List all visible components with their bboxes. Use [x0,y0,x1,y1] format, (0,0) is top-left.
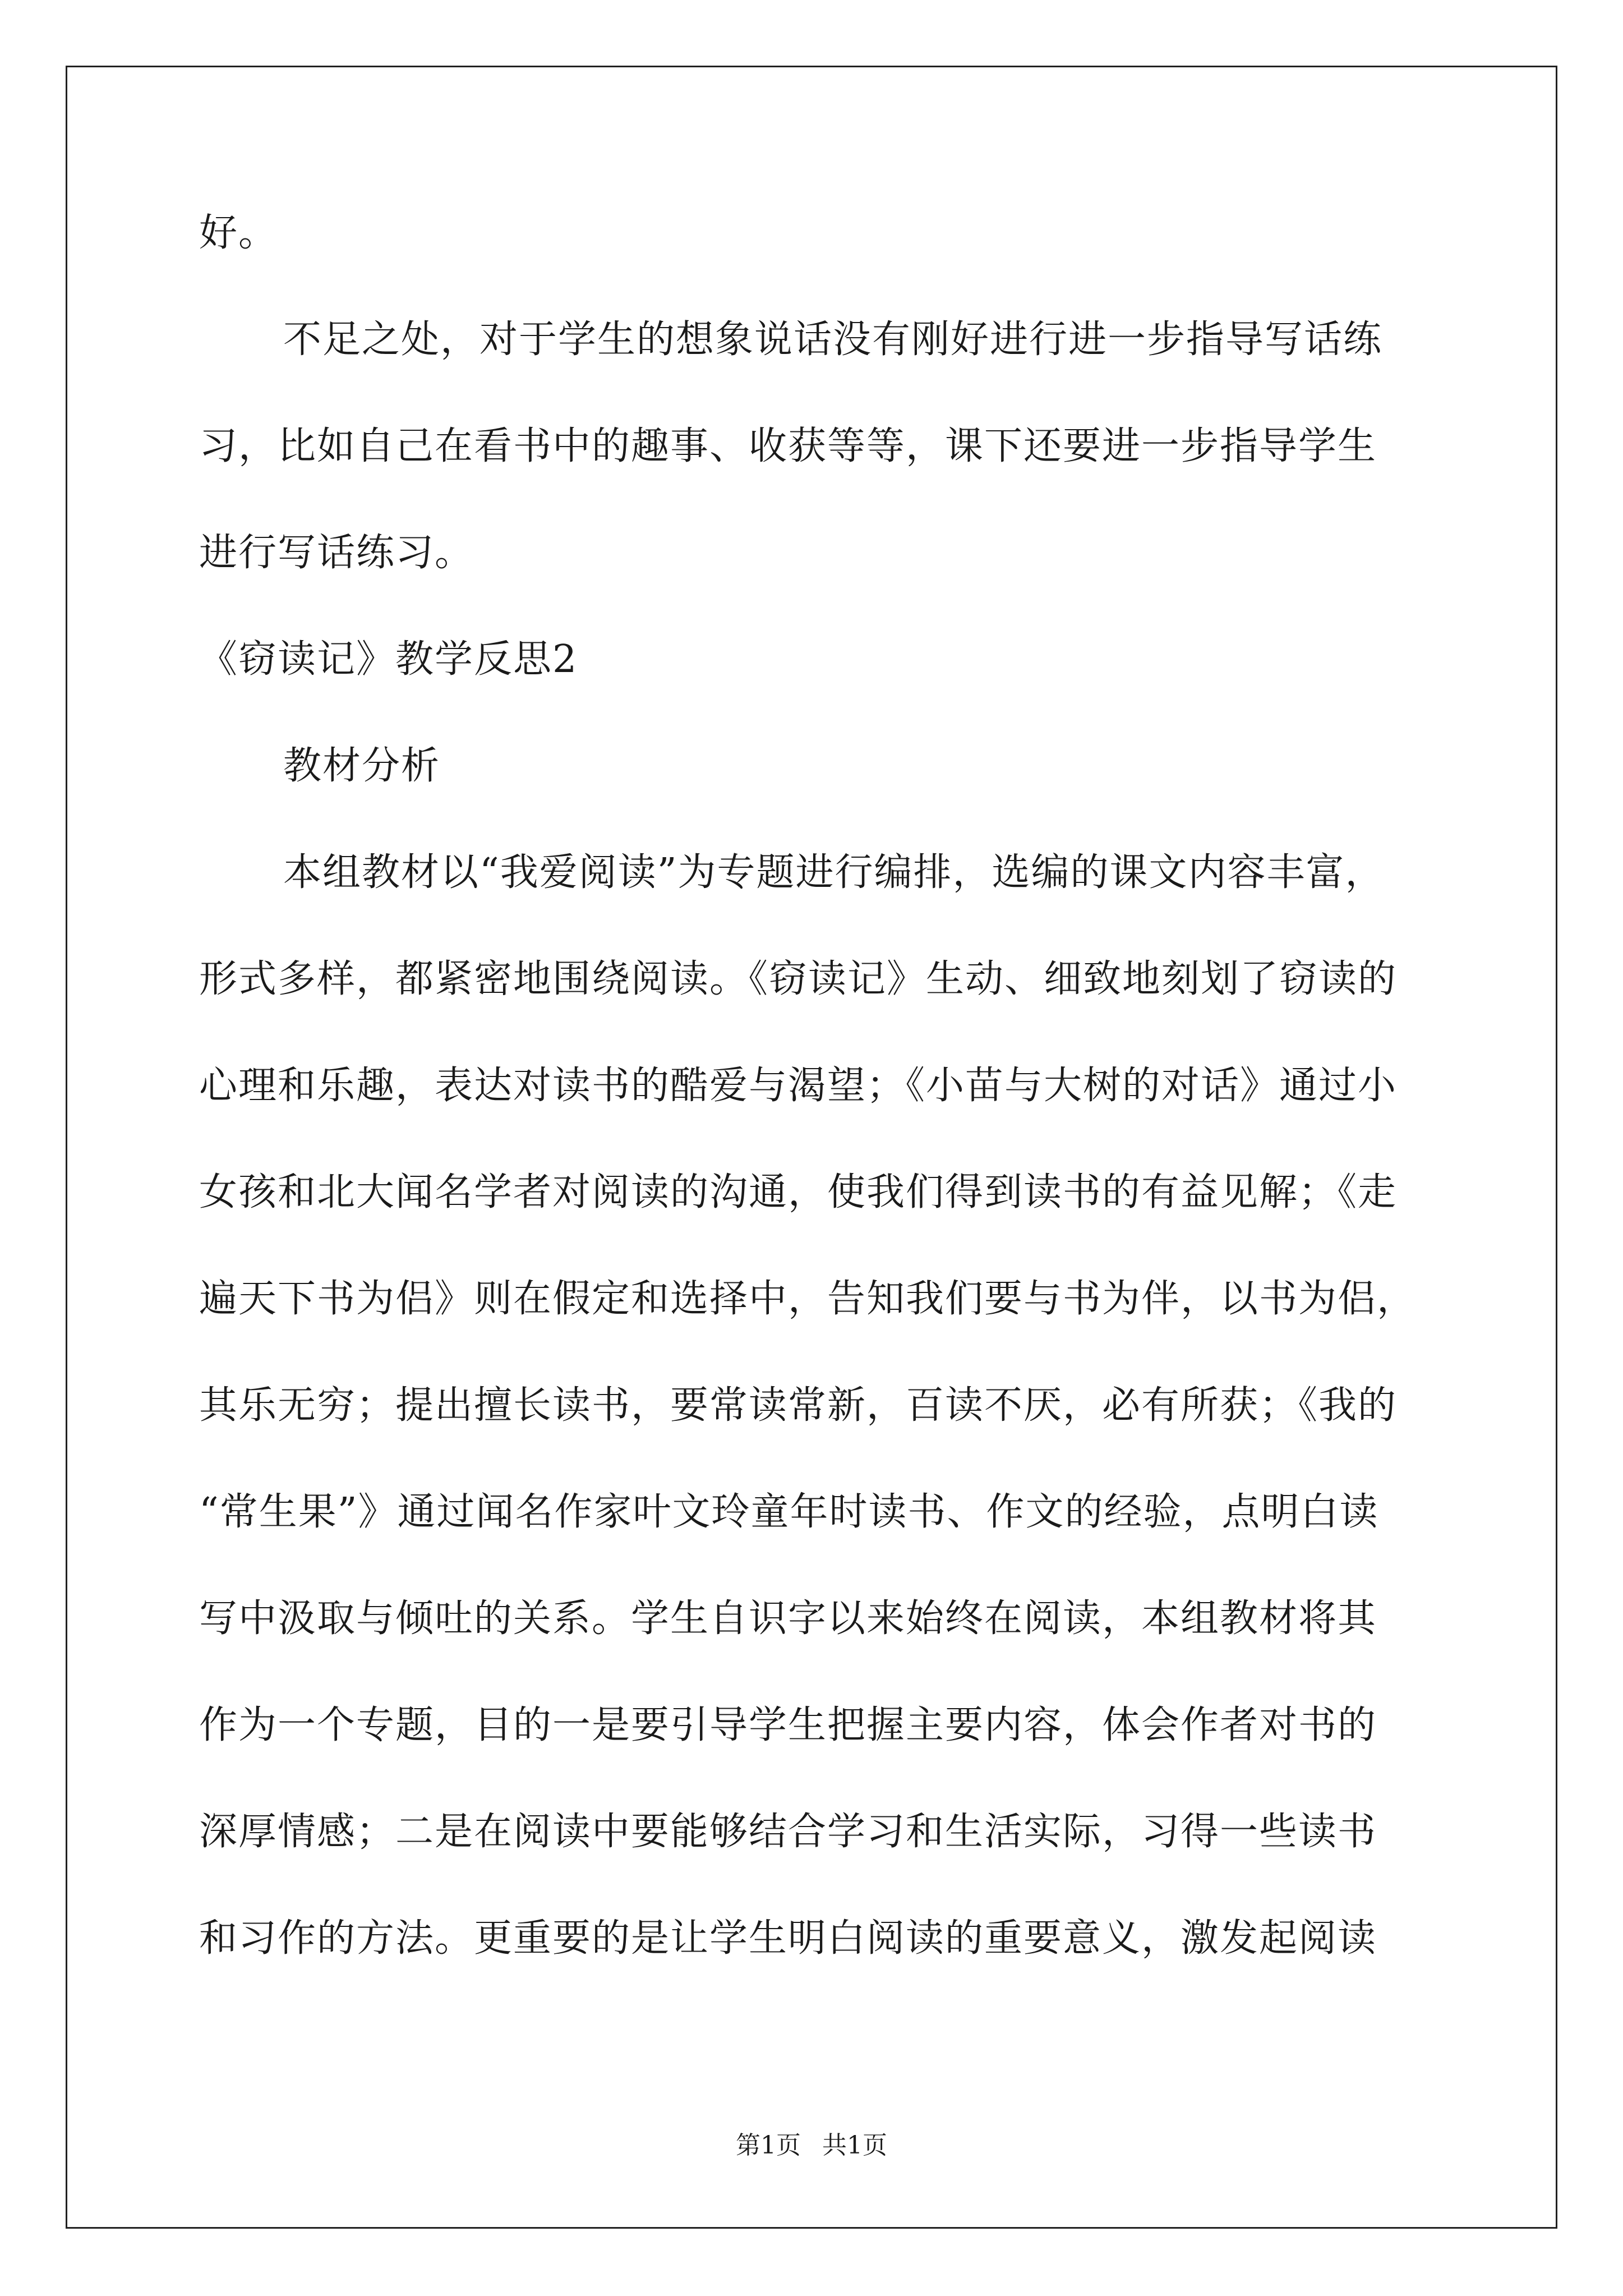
text-line: 形式多样，都紧密地围绕阅读。《窃读记》生动、细致地刻划了窃读的 [199,957,1398,1001]
text-line: 写中汲取与倾吐的关系。学生自识字以来始终在阅读，本组教材将其 [199,1596,1377,1641]
text-line: 遍天下书为侣》则在假定和选择中，告知我们要与书为伴，以书为侣， [199,1277,1417,1321]
text-line: 心理和乐趣，表达对读书的酷爱与渴望；《小苗与大树的对话》通过小 [199,1064,1398,1108]
subheading: 教材分析 [283,744,441,788]
text-line: 和习作的方法。更重要的是让学生明白阅读的重要意义，激发起阅读 [199,1916,1377,1961]
text-line: 深厚情感；二是在阅读中要能够结合学习和生活实际，习得一些读书 [199,1810,1377,1854]
text-line: 本组教材以“我爱阅读”为专题进行编排，选编的课文内容丰富， [283,850,1385,895]
text-line: 习，比如自己在看书中的趣事、收获等等，课下还要进一步指导学生 [199,424,1377,468]
text-line: “常生果”》通过闻名作家叶文玲童年时读书、作文的经验，点明白读 [199,1490,1379,1534]
text-line: 进行写话练习。 [199,531,474,575]
text-line: 好。 [199,211,278,255]
text-line: 女孩和北大闻名学者对阅读的沟通，使我们得到读书的有益见解；《走 [199,1170,1398,1214]
text-line: 不足之处，对于学生的想象说话没有刚好进行进一步指导写话练 [283,318,1383,362]
text-line: 其乐无穷；提出擅长读书，要常读常新，百读不厌，必有所获；《我的 [199,1383,1398,1428]
page-number-current: 第1页 [736,2131,801,2160]
page-border [66,66,1557,2229]
page-footer [0,2130,1623,2161]
section-heading: 《窃读记》教学反思2 [199,637,578,682]
text-line: 作为一个专题，目的一是要引导学生把握主要内容，体会作者对书的 [199,1703,1377,1747]
page-number-total: 共1页 [822,2131,887,2160]
